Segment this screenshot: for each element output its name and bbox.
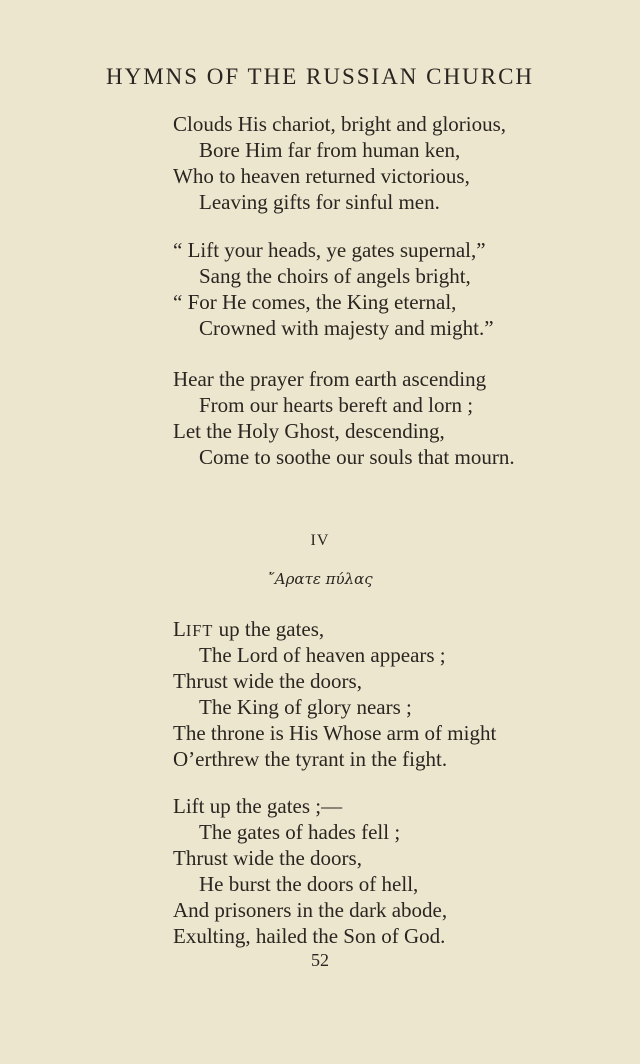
verse-line: “ Lift your heads, ye gates supernal,” [173, 238, 486, 262]
verse-line: And prisoners in the dark abode, [173, 898, 448, 922]
verse-line: He burst the doors of hell, [199, 872, 419, 896]
verse-line: The King of glory nears ; [199, 695, 412, 719]
verse-line: Clouds His chariot, bright and glorious, [173, 112, 507, 136]
verse-line: Thrust wide the doors, [173, 669, 362, 693]
section-number: IV [310, 532, 330, 549]
verse-line: Crowned with majesty and might.” [199, 316, 494, 340]
verse-line: Exulting, hailed the Son of God. [173, 924, 446, 948]
verse-line: “ For He comes, the King eternal, [173, 290, 457, 314]
hymn-iv-stanza-2 [173, 793, 447, 949]
verse-line: Let the Holy Ghost, descending, [173, 419, 445, 443]
stanza-2 [173, 237, 494, 341]
verse-line-rest: up the gates, [213, 617, 325, 641]
verse-line: Thrust wide the doors, [173, 846, 362, 870]
verse-line: Bore Him far from human ken, [199, 138, 461, 162]
page-number: 52 [311, 950, 329, 970]
verse-line: Who to heaven returned victorious, [173, 164, 470, 188]
verse-line: From our hearts bereft and lorn ; [199, 393, 474, 417]
verse-line: Leaving gifts for sinful men. [199, 190, 440, 214]
verse-line: Lift up the gates ;— [173, 794, 343, 818]
verse-line: The throne is His Whose arm of might [173, 721, 497, 745]
greek-title: ῎Αρατε πύλας [267, 570, 373, 588]
drop-cap: L [173, 617, 186, 641]
stanza-3 [173, 366, 515, 470]
verse-line: Sang the choirs of angels bright, [199, 264, 471, 288]
running-head: HYMNS OF THE RUSSIAN CHURCH [105, 64, 535, 89]
verse-line: Hear the prayer from earth ascending [173, 367, 487, 391]
small-caps-word: IFT [185, 621, 214, 640]
stanza-1 [173, 111, 506, 215]
verse-line: Come to soothe our souls that mourn. [199, 445, 515, 469]
hymn-iv-stanza-1 [173, 616, 496, 772]
verse-line: The gates of hades fell ; [199, 820, 401, 844]
verse-line: The Lord of heaven appears ; [199, 643, 446, 667]
verse-line-first [173, 616, 496, 642]
verse-line: O’erthrew the tyrant in the fight. [173, 747, 448, 771]
